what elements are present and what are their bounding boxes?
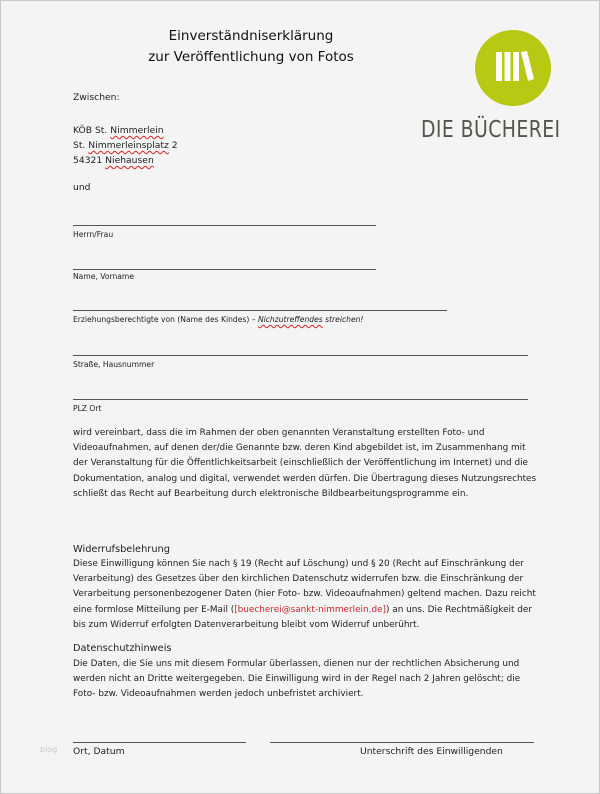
street-input-line[interactable] [73, 355, 528, 356]
street-label: Straße, Hausnummer [73, 360, 155, 369]
revocation-email-link[interactable]: [buecherei@sankt-nimmerlein.de] [234, 604, 386, 615]
signature-input-line[interactable] [270, 742, 534, 743]
signature-label: Unterschrift des Einwilligenden [360, 746, 503, 757]
guardian-input-line[interactable] [73, 310, 447, 311]
org-city [73, 155, 154, 166]
and-label: und [73, 182, 91, 193]
revocation-text: Diese Einwilligung können Sie nach § 19 (Recht auf Löschung) und § 20 (Recht auf Einschränkung der Verarbeitung) des Gesetzes über den kirchlichen Datenschutz widerrufen bzw. die Einschränkung der Verarbeitung personenbezogener Daten (hier Foto- bzw. Videoaufnahmen) geltend machen. Dazu reicht eine formlose Mitteilung per E-Mail ( [73, 559, 536, 615]
org-name [73, 125, 164, 136]
name-input-line[interactable] [73, 269, 376, 270]
document-title-line-2: zur Veröffentlichung von Fotos [148, 49, 354, 65]
watermark-text: blog [40, 745, 58, 754]
org-name-word: Nimmerlein [110, 125, 164, 136]
org-street-prefix: St. [73, 140, 89, 151]
revocation-heading: Widerrufsbelehrung [73, 544, 170, 555]
logo-wordmark: DIE BÜCHEREI [421, 117, 561, 143]
agreement-paragraph: wird vereinbart, dass die im Rahmen der oben genannten Veranstaltung erstellten Foto- und Videoaufnahmen, auf denen der/die Genannte bzw. deren Kind abgebildet ist, im Zusammenhang mit der Veranstaltung für die Öffentlichkeitsarbeit (einschließlich der Veröffentlichung im Internet) und die Dokumentation, analog und digital, verwendet werden dürfen. Die Übertragung dieses Nutzungsrechtes schließt das Recht auf Bearbeitung durch elektronische Bildbearbeitungsprogramme ein. [73, 428, 537, 499]
between-label: Zwischen: [73, 92, 120, 103]
org-street-suffix: 2 [168, 140, 178, 151]
document-title-line-1: Einverständniserklärung [168, 28, 334, 44]
privacy-paragraph: Die Daten, die Sie uns mit diesem Formular überlassen, dienen nur der rechtlichen Absicherung und werden nicht an Dritte weitergegeben. Die Einwilligung wird in der Regel nach 2 Jahren gelöscht; die Foto- bzw. Videoaufnahmen werden jedoch unbefristet archiviert. [73, 659, 521, 700]
zip-city-input-line[interactable] [73, 399, 528, 400]
guardian-note-rest: streichen! [322, 315, 364, 324]
guardian-note-word: Nichzutreffendes [257, 315, 323, 324]
revocation-text-end: ) an uns. Die Rechtmäßigkeit der bis zum Widerruf erfolgten Datenverarbeitung bleibt vom Widerruf unberührt. [73, 604, 533, 630]
place-date-input-line[interactable] [73, 742, 246, 743]
guardian-label [73, 315, 363, 324]
privacy-heading: Datenschutzhinweis [73, 643, 172, 654]
revocation-paragraph [73, 557, 541, 633]
org-city-word: Niehausen [105, 155, 154, 166]
org-street [73, 140, 178, 151]
logo-circle [475, 30, 551, 106]
salutation-label: Herrn/Frau [73, 230, 114, 239]
name-label: Name, Vorname [73, 272, 135, 281]
salutation-input-line[interactable] [73, 225, 376, 226]
books-on-shelf-icon [475, 30, 551, 106]
org-name-prefix: KÖB St. [73, 125, 111, 136]
org-city-prefix: 54321 [73, 155, 106, 166]
zip-city-label: PLZ Ort [73, 404, 102, 413]
place-date-label: Ort, Datum [73, 746, 125, 757]
org-street-word: Nimmerleinsplatz [88, 140, 169, 151]
guardian-label-text: Erziehungsberechtigte von (Name des Kindes) – [73, 315, 258, 324]
